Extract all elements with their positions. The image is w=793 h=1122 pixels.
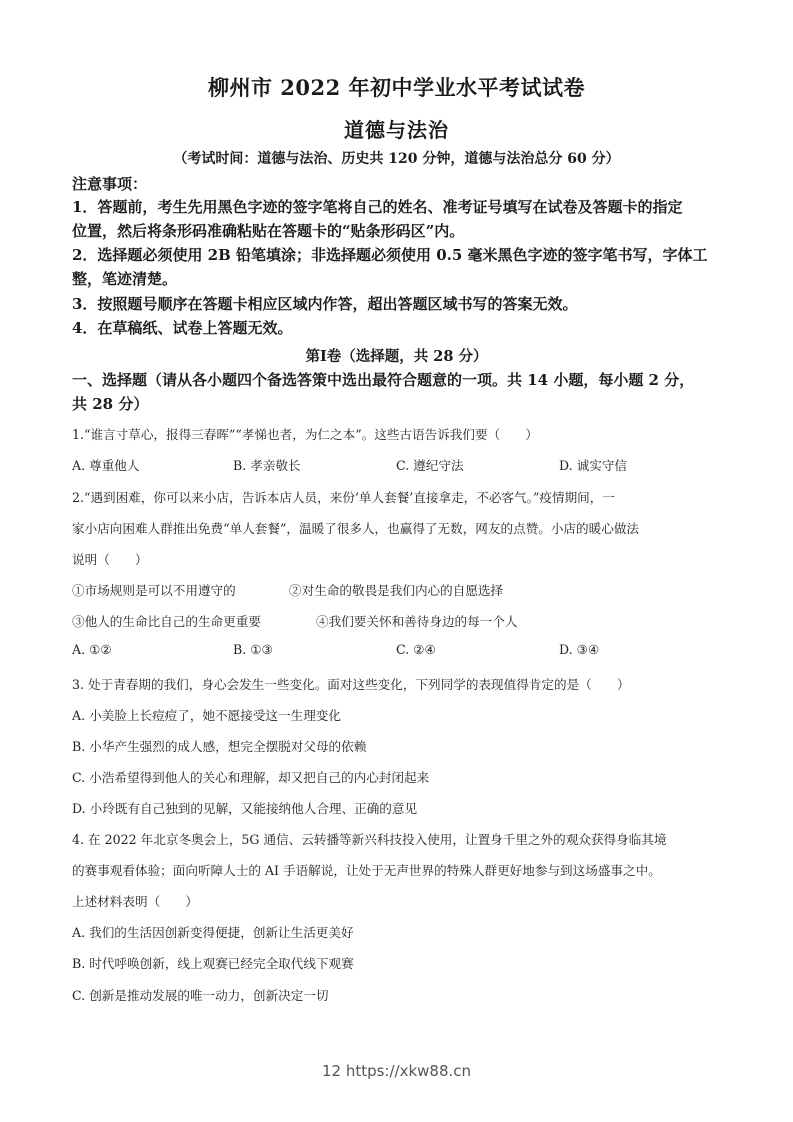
subject-title: 道德与法治 xyxy=(344,118,449,142)
question-4-stem-line-1: 4. 在 2022 年北京冬奥会上，5G 通信、云转播等新兴科技投入使用，让置身千里之外的观众获得身临其境 xyxy=(72,832,667,847)
notice-item-4: 4．在草稿纸、试卷上答题无效。 xyxy=(72,319,293,337)
question-3-option-b: B. 小华产生强烈的成人感，想完全摆脱对父母的依赖 xyxy=(72,739,367,754)
section-desc-line-1: 一、选择题（请从各小题四个备选答策中选出最符合题意的一项。共 14 小题，每小题 2 分， xyxy=(72,371,695,389)
question-2-statement-3: ③他人的生命比自己的生命更重要 xyxy=(72,614,261,629)
notice-item-1-line-1: 1．答题前，考生先用黑色字迹的签字笔将自己的姓名、准考证号填写在试卷及答题卡的指定 xyxy=(72,198,683,216)
question-2-statement-4: ④我们要关怀和善待身边的每一个人 xyxy=(316,614,518,629)
question-2-statement-1: ①市场规则是可以不用遵守的 xyxy=(72,583,236,598)
question-4-option-a: A. 我们的生活因创新变得便捷，创新让生活更美好 xyxy=(72,925,354,940)
question-2-stem-line-2: 家小店向困难人群推出免费“单人套餐”，温暖了很多人，也赢得了无数，网友的点赞。小店的暖心做法 xyxy=(72,521,640,536)
exam-title: 柳州市 2022 年初中学业水平考试试卷 xyxy=(207,75,586,100)
page-footer xyxy=(0,1062,793,1080)
question-4-option-c: C. 创新是推动发展的唯一动力，创新决定一切 xyxy=(72,988,329,1003)
question-2-stem-line-3: 说明（ ） xyxy=(72,552,148,567)
notice-item-2-line-1: 2．选择题必须使用 2B 铅笔填涂；非选择题必须使用 0.5 毫米黑色字迹的签字笔书写，字体工 xyxy=(72,246,708,264)
section-title: 第Ⅰ卷（选择题，共 28 分） xyxy=(305,348,488,365)
question-4-stem-line-3: 上述材料表明（ ） xyxy=(72,894,198,909)
question-1-option-d: D. 诚实守信 xyxy=(559,458,628,473)
notice-item-3: 3．按照题号顺序在答题卡相应区域内作答，超出答题区域书写的答案无效。 xyxy=(72,295,578,313)
question-1-stem: 1.“谁言寸草心，报得三春晖”“孝悌也者，为仁之本”。这些古语告诉我们要（ ） xyxy=(72,427,538,442)
page-number: 12 xyxy=(321,1062,342,1080)
footer-url[interactable]: https://xkw88.cn xyxy=(345,1062,472,1080)
question-2-option-a: A. ①② xyxy=(72,642,112,657)
notice-heading: 注意事项： xyxy=(72,175,148,193)
question-2-option-b: B. ①③ xyxy=(233,642,273,657)
section-desc-line-2: 共 28 分） xyxy=(72,395,149,413)
question-2-statement-2: ②对生命的敬畏是我们内心的自愿选择 xyxy=(289,583,504,598)
question-3-option-c: C. 小浩希望得到他人的关心和理解，却又把自己的内心封闭起来 xyxy=(72,770,430,785)
question-2-stem-line-1: 2.“遇到困难，你可以来小店，告诉本店人员，来份‘单人套餐’直接拿走，不必客气。”疫情期间，一 xyxy=(72,490,615,505)
question-3-option-a: A. 小美脸上长痘痘了，她不愿接受这一生理变化 xyxy=(72,708,341,723)
question-3-stem: 3. 处于青春期的我们，身心会发生一些变化。面对这些变化，下列同学的表现值得肯定的是（ ） xyxy=(72,677,630,692)
question-4-option-b: B. 时代呼唤创新，线上观赛已经完全取代线下观赛 xyxy=(72,956,354,971)
question-1-option-a: A. 尊重他人 xyxy=(72,458,140,473)
question-2-option-d: D. ③④ xyxy=(559,642,600,657)
exam-info: （考试时间：道德与法治、历史共 120 分钟，道德与法治总分 60 分） xyxy=(173,151,620,167)
question-2-option-c: C. ②④ xyxy=(396,642,436,657)
question-1-option-b: B. 孝亲敬长 xyxy=(233,458,301,473)
notice-item-1-line-2: 位置，然后将条形码准确粘贴在答题卡的“贴条形码区”内。 xyxy=(72,222,465,240)
notice-item-2-line-2: 整，笔迹清楚。 xyxy=(72,270,178,288)
question-4-stem-line-2: 的赛事观看体验；面向听障人士的 AI 手语解说，让处于无声世界的特殊人群更好地参与到这场盛事之中。 xyxy=(72,863,661,878)
question-3-option-d: D. 小玲既有自己独到的见解，又能接纳他人合理、正确的意见 xyxy=(72,801,418,816)
question-1-option-c: C. 遵纪守法 xyxy=(396,458,464,473)
